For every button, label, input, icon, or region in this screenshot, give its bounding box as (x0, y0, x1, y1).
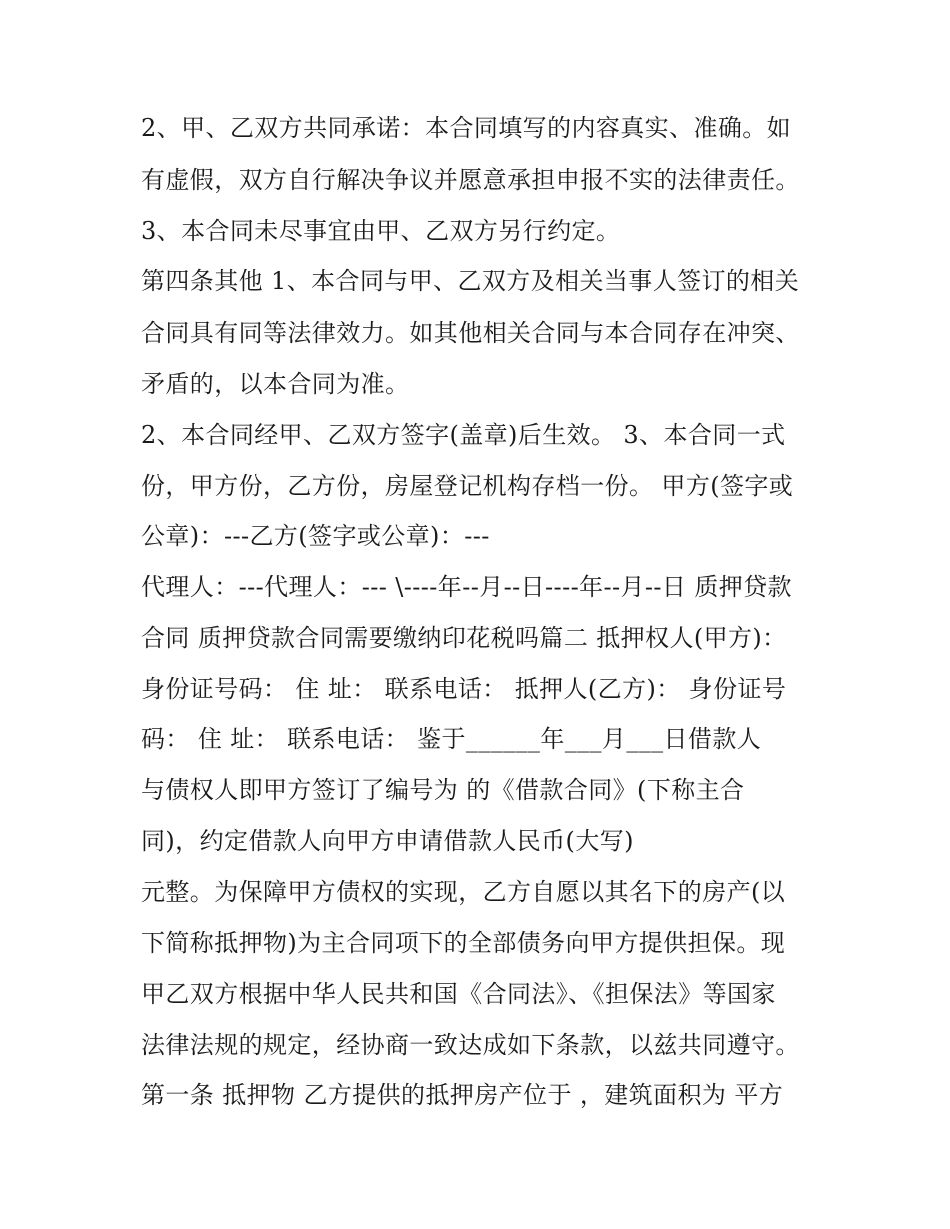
text-line: 有虚假，双方自行解决争议并愿意承担申报不实的法律责任。 (141, 166, 800, 194)
text-line: 2、甲、乙双方共同承诺：本合同填写的内容真实、准确。如 (141, 114, 792, 142)
text-line: 公章)：---乙方(签字或公章)：--- (141, 522, 490, 550)
text-line: 码： 住 址： 联系电话： 鉴于______年___月___日借款人 (141, 725, 762, 753)
text-line: 与债权人即甲方签订了编号为 的《借款合同》(下称主合 (141, 776, 745, 804)
text-line: 份，甲方份，乙方份，房屋登记机构存档一份。 甲方(签字或 (141, 472, 794, 500)
text-line: 甲乙双方根据中华人民共和国《合同法》、《担保法》等国家 (141, 980, 776, 1008)
text-line: 第四条其他 1、本合同与甲、乙双方及相关当事人签订的相关 (141, 267, 800, 295)
text-line: 身份证号码： 住 址： 联系电话： 抵押人(乙方)： 身份证号 (141, 675, 787, 703)
text-line: 同)，约定借款人向甲方申请借款人民币(大写) (141, 827, 634, 855)
text-line: 第一条 抵押物 乙方提供的抵押房产位于 ，建筑面积为 平方 (141, 1081, 784, 1109)
text-line: 合同 质押贷款合同需要缴纳印花税吗篇二 抵押权人(甲方)： (141, 624, 787, 652)
text-line: 2、本合同经甲、乙双方签字(盖章)后生效。 3、本合同一式 (141, 421, 786, 449)
text-line: 元整。为保障甲方债权的实现，乙方自愿以其名下的房产(以 (141, 878, 786, 906)
text-line: 合同具有同等法律效力。如其他相关合同与本合同存在冲突、 (141, 319, 800, 347)
text-line: 法律法规的规定，经协商一致达成如下条款，以兹共同遵守。 (141, 1031, 800, 1059)
text-line: 3、本合同未尽事宜由甲、乙双方另行约定。 (141, 217, 621, 245)
text-line: 下简称抵押物)为主合同项下的全部债务向甲方提供担保。现 (141, 929, 786, 957)
text-line: 代理人：---代理人：--- \----年--月--日----年--月--日 质押贷款 (141, 573, 792, 601)
text-line: 矛盾的，以本合同为准。 (141, 370, 410, 398)
